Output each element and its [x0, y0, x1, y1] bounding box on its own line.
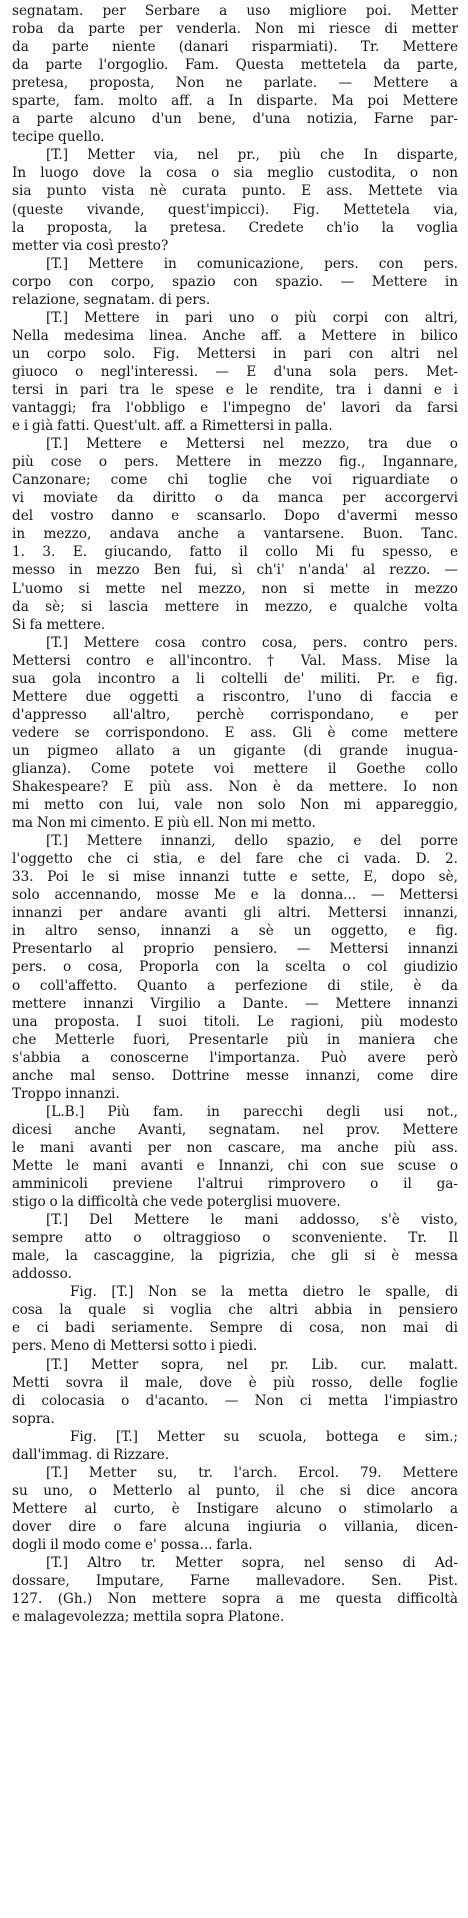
- entry-start-line: [T.] Mettere innanzi, dello spazio, e del porre: [46, 833, 458, 850]
- text-line: in altro senso, innanzi a sè un oggetto, e fig.: [12, 923, 458, 940]
- text-line: l'oggetto che ci stia, e del fare che ci vada. D. 2.: [12, 851, 458, 868]
- text-line: del vostro danno e scansarlo. Dopo d'avermi messo: [12, 508, 458, 525]
- text-line: più cose o pers. Mettere in mezzo fig., Ingannare,: [12, 454, 458, 471]
- text-line: tecipe quello.: [12, 129, 105, 146]
- text-line: dossare, Imputare, Farne mallevadore. Sen. Pist.: [12, 1573, 458, 1590]
- text-line: un corpo solo. Fig. Mettersi in pari con altri nel: [12, 345, 458, 362]
- text-line: cosa la quale si voglia che altri abbia in pensiero: [12, 1302, 458, 1319]
- text-line: dover dire o fare alcuna ingiuria o villania, dicen-: [12, 1518, 458, 1535]
- text-line: ma Non mi cimento. E più ell. Non mi metto.: [12, 815, 316, 832]
- text-line: sopra.: [12, 1410, 55, 1427]
- text-line: che Metterle fuori, Presentarle più in maniera che: [12, 1031, 458, 1048]
- text-line: male, la cascaggine, la pigrizia, che gli si è messa: [12, 1248, 458, 1265]
- text-line: innanzi per andare avanti gli altri. Mettersi innanzi,: [12, 905, 458, 922]
- text-line: una proposta. I suoi titoli. Le ragioni, più modesto: [12, 1013, 458, 1030]
- text-line: e i già fatti. Quest'ult. aff. a Rimettersi in palla.: [12, 418, 333, 435]
- entry-start-line: [T.] Mettere e Mettersi nel mezzo, tra due o: [46, 436, 458, 453]
- text-line: mettere innanzi Virgilio a Dante. — Mettere innanzi: [12, 995, 458, 1012]
- text-line: segnatam. per Serbare a uso migliore poi. Metter: [12, 3, 458, 19]
- text-line: vedere se corrispondono. E ass. Gli è come mettere: [12, 724, 458, 741]
- text-line: pers. o cosa, Proporla con la scelta o col giudizio: [12, 959, 458, 976]
- text-line: dicesi anche Avanti, segnatam. nel prov. Mettere: [12, 1121, 458, 1138]
- text-line: Canzonare; come chi toglie che voi riguardiate o: [12, 472, 458, 489]
- text-line: sparte, fam. molto aff. a In disparte. Ma poi Mettere: [12, 93, 458, 110]
- text-line: e malagevolezza; mettila sopra Platone.: [12, 1609, 285, 1626]
- text-line: le mani avanti per non cascare, ma anche più ass.: [12, 1139, 458, 1156]
- text-line: Metti sovra il male, dove è più rosso, delle foglie: [12, 1374, 458, 1391]
- text-line: 127. (Gh.) Non mettere sopra a me questa difficoltà: [12, 1591, 458, 1608]
- text-line: giuoco o negl'interessi. — E d'una sola pers. Met-: [12, 363, 458, 380]
- text-line: Mettere al curto, è Instigare alcuno o stimolarlo a: [12, 1500, 458, 1517]
- text-line: dall'immag. di Rizzare.: [12, 1446, 170, 1463]
- text-line: metter via così presto?: [12, 237, 169, 254]
- text-line: sia punto vista nè curata punto. E ass. Mettete via: [12, 183, 458, 200]
- text-line: L'uomo si mette nel mezzo, non si mette in mezzo: [12, 580, 458, 597]
- text-line: stigo o la difficoltà che vede poterglisi muovere.: [12, 1194, 341, 1211]
- text-line: addosso.: [12, 1266, 72, 1283]
- text-line: relazione, segnatam. di pers.: [12, 291, 211, 308]
- text-line: pretesa, proposta, Non ne parlate. — Mettere a: [12, 75, 458, 92]
- text-line: da parte l'orgoglio. Fam. Questa mettetela da parte,: [12, 57, 458, 74]
- text-line: corpo con corpo, spazio con spazio. — Mettere in: [12, 273, 458, 290]
- text-line: 33. Poi le si mise innanzi tutte e sette, E, dopo sè,: [12, 869, 458, 886]
- text-line: e ci badi seriamente. Sempre di cosa, non mai di: [12, 1320, 458, 1337]
- text-line: dogli il modo come e' possa... farla.: [12, 1536, 253, 1553]
- entry-start-line: Fig. [T.] Non se la metta dietro le spalle, di: [70, 1284, 458, 1301]
- entry-start-line: [T.] Metter su, tr. l'arch. Ercol. 79. Mettere: [46, 1464, 458, 1481]
- entry-start-line: [T.] Del Mettere le mani addosso, s'è visto,: [46, 1212, 458, 1229]
- text-line: in mezzo, andava anche a vantarsene. Buon. Tanc.: [12, 526, 458, 543]
- text-line: (queste vivande, quest'impicci). Fig. Mettetela via,: [12, 201, 458, 218]
- text-line: un pigmeo allato a un gigante (di grande inugua-: [12, 742, 458, 759]
- text-line: sempre atto o oltraggioso o sconveniente. Tr. Il: [12, 1230, 458, 1247]
- text-line: anche mal senso. Dottrine messe innanzi, come dire: [12, 1067, 458, 1084]
- text-line: Presentarlo al proprio pensiero. — Mettersi innanzi: [12, 941, 458, 958]
- text-line: a parte alcuno d'un bene, d'una notizia, Farne par-: [12, 111, 458, 128]
- text-line: Shakespeare? E più ass. Non è da mettere. Io non: [12, 779, 458, 796]
- entry-start-line: [T.] Mettere in comunicazione, pers. con pers.: [46, 255, 458, 272]
- text-line: messo in mezzo Ben fui, sì ch'i' n'anda' al rezzo. —: [12, 562, 458, 579]
- entry-start-line: [T.] Metter via, nel pr., più che In disparte,: [46, 147, 458, 164]
- text-line: Si fa mettere.: [12, 616, 106, 633]
- text-line: roba da parte per venderla. Non mi riesce di metter: [12, 21, 458, 38]
- entry-start-line: [L.B.] Più fam. in parecchi degli usi not.,: [46, 1103, 458, 1120]
- text-line: d'appresso all'altro, perchè corrispondano, e per: [12, 706, 458, 723]
- text-line: 1. 3. E. giucando, fatto il collo Mi fu spesso, e: [12, 544, 458, 561]
- entry-start-line: [T.] Mettere cosa contro cosa, pers. contro pers.: [46, 634, 458, 651]
- text-line: Mettersi contro e all'incontro. † Val. Mass. Mise la: [12, 652, 458, 669]
- text-line: da sè; si lascia mettere in mezzo, e qualche volta: [12, 598, 458, 615]
- text-line: o coll'affetto. Quanto a perfezione di stile, è da: [12, 977, 458, 994]
- text-line: la proposta, la pretesa. Credete ch'io la voglia: [12, 219, 458, 236]
- text-line: solo accennando, mosse Me e la donna... — Mettersi: [12, 887, 458, 904]
- text-line: In luogo dove la cosa o sia meglio custodita, o non: [12, 165, 458, 182]
- text-line: Mettere due oggetti a riscontro, l'uno di faccia e: [12, 688, 458, 705]
- text-line: vi moviate da diritto o da manca per accorgervi: [12, 490, 458, 507]
- text-line: Mette le mani avanti e Innanzi, chi con sue scuse o: [12, 1158, 458, 1174]
- entry-start-line: [T.] Metter sopra, nel pr. Lib. cur. malatt.: [46, 1356, 458, 1373]
- entry-start-line: [T.] Altro tr. Metter sopra, nel senso di Ad-: [46, 1555, 458, 1572]
- text-line: di colocasia o d'acanto. — Non ci metta l'impiastro: [12, 1392, 458, 1409]
- text-line: tersi in pari tra le spese e le rendite, tra i danni e i: [12, 381, 458, 398]
- text-line: s'abbia a conoscerne l'importanza. Può avere però: [12, 1049, 458, 1066]
- text-line: glianza). Come potete voi mettere il Goethe collo: [12, 760, 458, 777]
- text-line: sua gola incontro a li coltelli de' militi. Pr. e fig.: [12, 670, 458, 687]
- entry-start-line: Fig. [T.] Metter su scuola, bottega e sim.;: [70, 1428, 458, 1445]
- text-line: Troppo innanzi.: [12, 1085, 120, 1102]
- text-line: amminicoli previene l'altrui rimprovero o il ga-: [12, 1176, 458, 1193]
- text-line: mi metto con lui, vale non solo Non mi appareggio,: [12, 797, 458, 814]
- text-line: su uno, o Metterlo al punto, il che si dice ancora: [12, 1482, 458, 1499]
- text-line: Nella medesima linea. Anche aff. a Mettere in bilico: [12, 327, 458, 344]
- entry-start-line: [T.] Mettere in pari uno o più corpi con altri,: [46, 309, 458, 326]
- text-line: vantaggi; fra l'obbligo e l'impegno de' lavori da farsi: [12, 400, 458, 417]
- text-line: pers. Meno di Mettersi sotto i piedi.: [12, 1338, 258, 1355]
- text-line: da parte niente (danari risparmiati). Tr. Mettere: [12, 39, 458, 56]
